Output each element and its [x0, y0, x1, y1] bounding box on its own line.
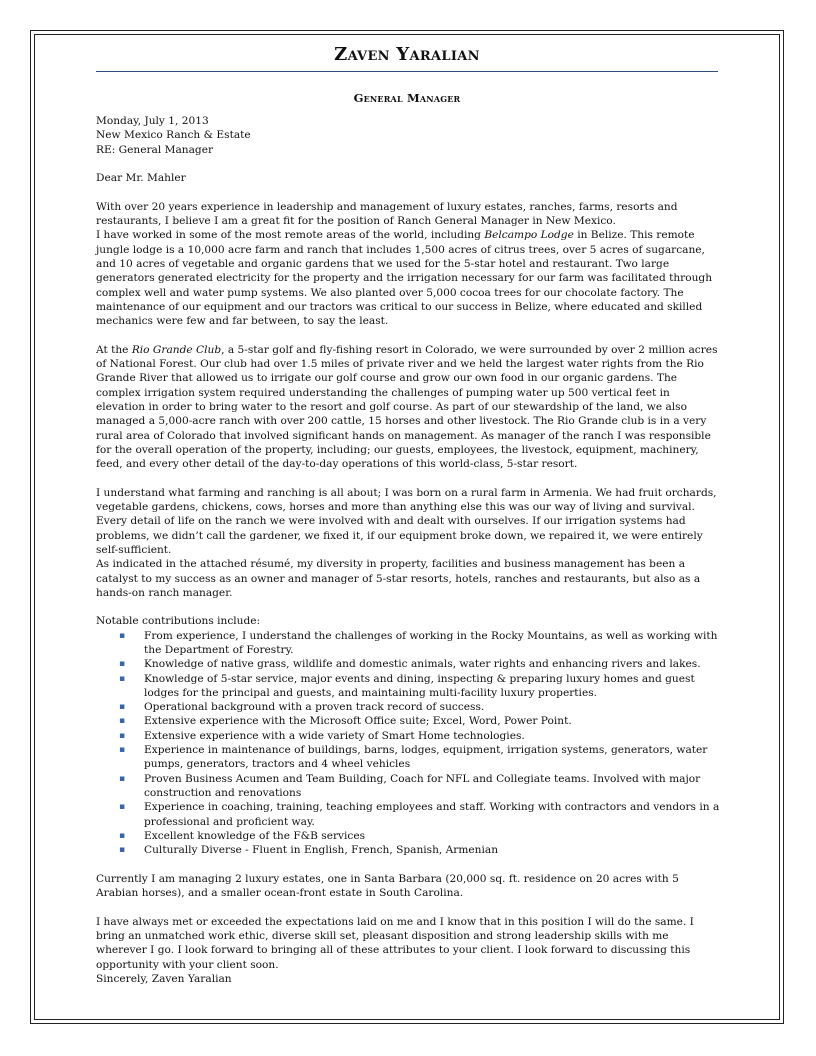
paragraph-closing: I have always met or exceeded the expectations laid on me and I know that in this position I will do the same. I bring an unmatched work ethic, diverse skill set, pleasant disposition and strong leadership skills with me wherever I go. I look forward to bringing all of these attributes to your client. I look forward to discussing this opportunity with your client soon. [96, 915, 694, 971]
paragraph-belize-a: I have worked in some of the most remote areas of the world, including [96, 229, 485, 242]
paragraph-intro: With over 20 years experience in leadership and management of luxury estates, ranches, farms, resorts and restaurants, I believe I am a great fit for the position of Ranch General Manager in New Mexico. [96, 200, 678, 228]
list-item: ▪ From experience, I understand the challenges of working in the Rocky Mountains, as well as working with the Department of Forestry. [96, 629, 720, 658]
list-item: ▪ Extensive experience with the Microsoft Office suite; Excel, Word, Power Point. [96, 714, 720, 728]
paragraph-rio-grande-b: , a 5-star golf and fly-fishing resort in Colorado, we were surrounded by over 2 million acres of National Forest. Our club had over 1.5 miles of private river and we held the largest water rights from the Rio Grande River that allowed us to irrigate our golf course and grow our own food in our organic gardens. The complex irrigation system required understanding the challenges of pumping water up 500 vertical feet in elevation in order to bring water to the resort and golf course. As part of our stewardship of the land, we also managed a 5,000-acre ranch with over 200 cattle, 15 horses and other livestock. The Rio Grande club is in a very rural area of Colorado that involved significant hands on management. As manager of the ranch I was responsible for the overall operation of the property, including; our guests, employees, the livestock, equipment, machinery, feed, and every other detail of the day-to-day operations of this world-class, 5-star resort. [96, 343, 718, 471]
list-item: ▪ Extensive experience with a wide variety of Smart Home technologies. [96, 729, 720, 743]
letter-body [96, 114, 720, 986]
list-item: ▪ Experience in coaching, training, teaching employees and staff. Working with contractors and vendors in a professional and proficient way. [96, 800, 720, 829]
rio-grande-club-name: Rio Grande Club [131, 343, 222, 356]
paragraph-armenia: I understand what farming and ranching is all about; I was born on a rural farm in Armenia. We had fruit orchards, vegetable gardens, chickens, cows, horses and more than anything else this was our way of living and survival. Every detail of life on the ranch we were involved with and dealt with ourselves. If our irrigation systems had problems, we didn’t call the gardener, we fixed it, if our equipment broke down, we repaired it, we were entirely self-sufficient. [96, 486, 717, 556]
letter-re-line: RE: General Manager [96, 143, 214, 156]
header-rule [96, 71, 718, 72]
list-item: ▪ Culturally Diverse - Fluent in English, French, Spanish, Armenian [96, 843, 720, 857]
applicant-name: Zaven Yaralian [334, 44, 480, 65]
list-item: ▪ Excellent knowledge of the F&B services [96, 829, 720, 843]
letter-salutation: Dear Mr. Mahler [96, 172, 186, 185]
belcampo-lodge-name: Belcampo Lodge [484, 229, 574, 242]
paragraph-belize [96, 228, 720, 328]
letter-date: Monday, July 1, 2013 [96, 115, 209, 127]
contributions-intro: Notable contributions include: [96, 615, 261, 628]
letter-recipient: New Mexico Ranch & Estate [96, 129, 251, 142]
contributions-list [96, 629, 720, 858]
list-item: ▪ Knowledge of native grass, wildlife and domestic animals, water rights and enhancing rivers and lakes. [96, 657, 720, 671]
paragraph-belize-b: in Belize. This remote jungle lodge is a 10,000 acre farm and ranch that includes 1,500 acres of citrus trees, over 5 acres of sugarcane, and 10 acres of vegetable and organic gardens that we used for the 5-star hotel and restaurant. Two large generators generated electricity for the property and the irrigation necessary for our farm was facilitated through complex well and water pump systems. We also planted over 5,000 cocoa trees for our chocolate factory. The maintenance of our equipment and our tractors was critical to our success in Belize, where educated and skilled mechanics were few and far between, to say the least. [96, 229, 713, 328]
position-title: General Manager [353, 91, 461, 105]
list-item: ▪ Knowledge of 5-star service, major events and dining, inspecting & preparing luxury homes and guest lodges for the principal and guests, and maintaining multi-facility luxury properties. [96, 672, 720, 701]
letter-signoff: Sincerely, Zaven Yaralian [96, 972, 232, 985]
paragraph-rio-grande [96, 343, 720, 472]
paragraph-rio-grande-a: At the [96, 343, 132, 356]
list-item: ▪ Proven Business Acumen and Team Building, Coach for NFL and Collegiate teams. Involved with major construction and renovations [96, 772, 720, 801]
paragraph-current: Currently I am managing 2 luxury estates, one in Santa Barbara (20,000 sq. ft. residence on 20 acres with 5 Arabian horses), and a smaller ocean-front estate in South Carolina. [96, 872, 679, 900]
list-item: ▪ Experience in maintenance of buildings, barns, lodges, equipment, irrigation systems, generators, water pumps, generators, tractors and 4 wheel vehicles [96, 743, 720, 772]
paragraph-resume: As indicated in the attached résumé, my diversity in property, facilities and business management has been a catalyst to my success as an owner and manager of 5-star resorts, hotels, ranches and restaurants, but also as a hands-on ranch manager. [96, 558, 701, 599]
list-item: ▪ Operational background with a proven track record of success. [96, 700, 720, 714]
